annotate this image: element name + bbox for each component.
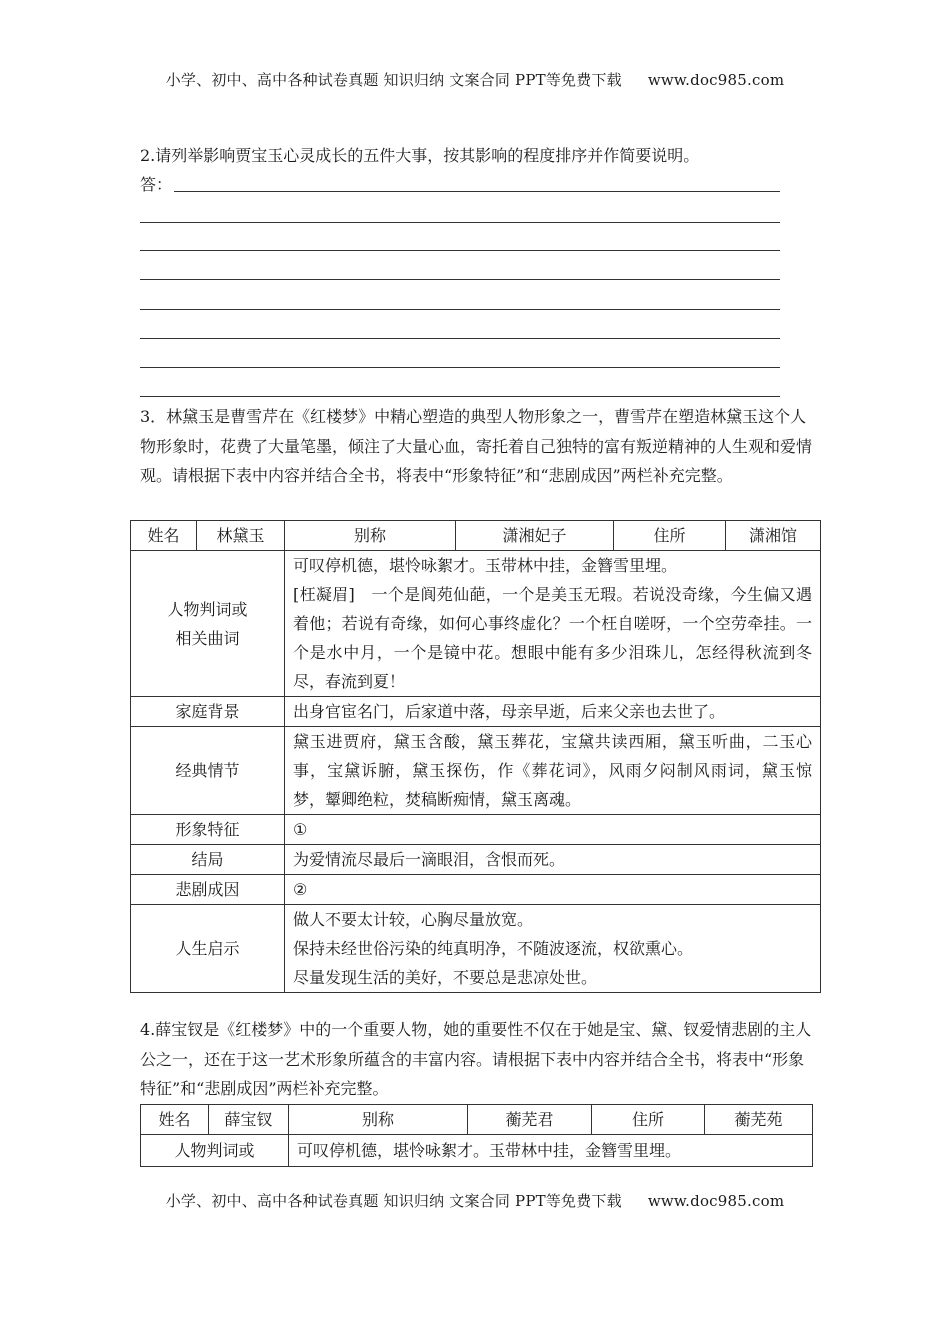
table-row (131, 697, 821, 727)
table-row (131, 727, 821, 815)
table-row (131, 551, 821, 697)
table-row (131, 815, 821, 845)
table-row (141, 1135, 813, 1167)
row-content: 出身官宦名门，后家道中落，母亲早逝，后来父亲也去世了。 (285, 697, 821, 727)
row-label: 人物判词或 (141, 1135, 289, 1167)
row-content: 黛玉进贾府，黛玉含酸，黛玉葬花，宝黛共读西厢，黛玉听曲，二玉心事，宝黛诉腑，黛玉探伤，作《葬花词》，风雨夕闷制风雨词，黛玉惊梦，颦卿绝粒，焚稿断痴情，黛玉离魂。 (285, 727, 821, 815)
header-cell: 潇湘妃子 (456, 521, 614, 551)
question-3: 3．林黛玉是曹雪芹在《红楼梦》中精心塑造的典型人物形象之一，曹雪芹在塑造林黛玉这个人物形象时，花费了大量笔墨，倾注了大量心血，寄托着自己独特的富有叛逆精神的人生观和爱情观。请根据下表中内容并结合全书，将表中“形象特征”和“悲剧成因”两栏补充完整。 (140, 407, 813, 485)
page-footer (0, 1190, 950, 1211)
header-cell: 姓名 (131, 521, 197, 551)
table-row (131, 521, 821, 551)
header-cell: 蘅芜苑 (705, 1105, 813, 1135)
answer-line (174, 191, 780, 192)
row-label: 形象特征 (131, 815, 285, 845)
header-cell: 薛宝钗 (209, 1105, 289, 1135)
table-row (131, 875, 821, 905)
row-content[interactable]: ① (285, 815, 821, 845)
table-row (141, 1105, 813, 1135)
row-label: 家庭背景 (131, 697, 285, 727)
answer-line (140, 250, 780, 251)
row-content: 做人不要太计较，心胸尽量放宽。 保持未经世俗污染的纯真明净，不随波逐流，权欲熏心。 尽量发现生活的美好，不要总是悲凉处世。 (285, 905, 821, 993)
answer-line (140, 309, 780, 310)
header-cell: 住所 (614, 521, 726, 551)
table-row (131, 905, 821, 993)
header-cell: 蘅芜君 (468, 1105, 592, 1135)
footer-text: 小学、初中、高中各种试卷真题 知识归纳 文案合同 PPT等免费下载 (165, 1192, 622, 1210)
answer-line (140, 396, 780, 397)
answer-line (140, 279, 780, 280)
header-site[interactable]: www.doc985.com (647, 71, 785, 89)
row-label: 经典情节 (131, 727, 285, 815)
answer-line (140, 338, 780, 339)
page-header (0, 69, 950, 90)
answer-line (140, 222, 780, 223)
row-label: 人物判词或 相关曲词 (131, 551, 285, 697)
row-content: 为爱情流尽最后一滴眼泪，含恨而死。 (285, 845, 821, 875)
row-content[interactable]: ② (285, 875, 821, 905)
answer-line (140, 367, 780, 368)
row-label: 结局 (131, 845, 285, 875)
baochai-table (140, 1104, 813, 1167)
header-cell: 姓名 (141, 1105, 209, 1135)
header-text: 小学、初中、高中各种试卷真题 知识归纳 文案合同 PPT等免费下载 (165, 71, 622, 89)
daiyu-table (130, 520, 821, 993)
row-label: 人生启示 (131, 905, 285, 993)
footer-site[interactable]: www.doc985.com (647, 1192, 785, 1210)
question-2: 2.请列举影响贾宝玉心灵成长的五件大事，按其影响的程度排序并作简要说明。 (140, 146, 700, 165)
row-content: 可叹停机德，堪怜咏絮才。玉带林中挂，金簪雪里埋。 (289, 1135, 813, 1167)
row-content: 可叹停机德，堪怜咏絮才。玉带林中挂，金簪雪里埋。 [枉凝眉] 一个是阆苑仙葩，一个是美玉无瑕。若说没奇缘，今生偏又遇着他；若说有奇缘，如何心事终虚化？一个枉自嗟呀，一个空劳牵挂。一个是水中月，一个是镜中花。想眼中能有多少泪珠儿，怎经得秋流到冬尽，春流到夏！ (285, 551, 821, 697)
question-4: 4.薛宝钗是《红楼梦》中的一个重要人物，她的重要性不仅在于她是宝、黛、钗爱情悲剧的主人公之一，还在于这一艺术形象所蕴含的丰富内容。请根据下表中内容并结合全书，将表中“形象特征”和“悲剧成因”两栏补充完整。 (140, 1020, 812, 1098)
header-cell: 别称 (285, 521, 456, 551)
answer-area[interactable] (140, 172, 780, 196)
header-cell: 潇湘馆 (726, 521, 821, 551)
table-row (131, 845, 821, 875)
header-cell: 住所 (592, 1105, 705, 1135)
header-cell: 林黛玉 (197, 521, 285, 551)
header-cell: 别称 (289, 1105, 468, 1135)
answer-label: 答： (140, 175, 173, 194)
row-label: 悲剧成因 (131, 875, 285, 905)
